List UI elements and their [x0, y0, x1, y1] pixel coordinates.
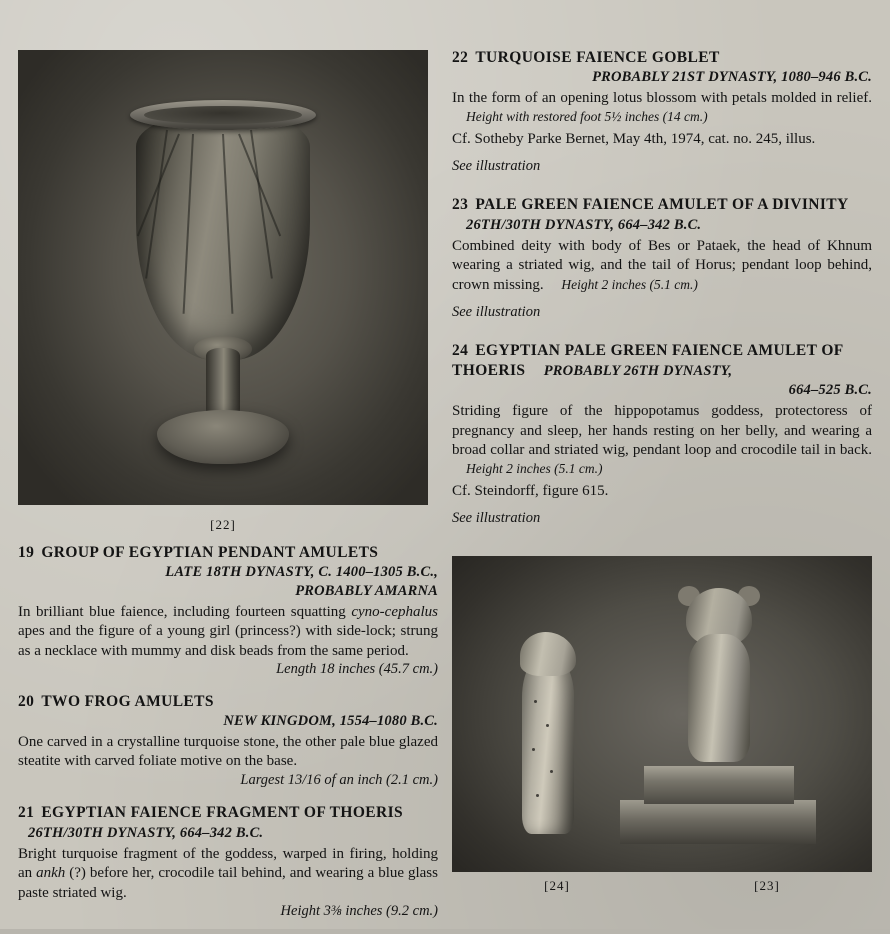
- lot-title-21: EGYPTIAN FAIENCE FRAGMENT OF THOERIS: [41, 803, 404, 821]
- lot-dimension-24: Height 2 inches (5.1 cm.): [466, 461, 603, 477]
- lot-dimension-23: Height 2 inches (5.1 cm.): [561, 276, 698, 292]
- lot-dimension-19: Length 18 inches (45.7 cm.): [276, 660, 438, 677]
- lot-attribution-24-line2: 664–525 B.C.: [788, 382, 872, 399]
- lot-title-23: PALE GREEN FAIENCE AMULET OF A DIVINITY: [475, 195, 849, 213]
- lot-number-23: 23: [452, 195, 469, 213]
- lot-entry-19: [18, 543, 438, 678]
- lot-description-24-text: Striding figure of the hippopotamus goddess, protectoress of pregnancy and sleep, her hands resting on her belly, and wearing a broad collar and striated wig, pendant loop and crocodile tail in back.: [452, 403, 872, 458]
- lot-number-24: 24: [452, 342, 469, 360]
- goblet-illustration: [118, 90, 328, 480]
- lot-number-21: 21: [18, 803, 35, 821]
- lot-reference-22: Cf. Sotheby Parke Bernet, May 4th, 1974, cat. no. 245, illus.: [452, 130, 816, 147]
- thoeris-amulet-figure: [510, 628, 588, 836]
- figure-caption-22: [22]: [210, 517, 236, 532]
- see-illustration-24: See illustration: [452, 509, 541, 526]
- lot-description-21: Bright turquoise fragment of the goddess, warped in firing, holding an ankh (?) before her, crocodile tail behind, and wearing a blue glass paste striated wig.: [18, 845, 438, 901]
- lot-entry-21: [18, 803, 438, 920]
- lot-attribution-23: 26TH/30TH DYNASTY, 664–342 B.C.: [466, 217, 702, 233]
- lot-description-19: In brilliant blue faience, including fourteen squatting cyno-cephalus apes and the figure of a young girl (princess?) with side-lock; strung as a necklace with mummy and disk beads from the same period.: [18, 603, 438, 659]
- lot-attribution-19-line2: PROBABLY AMARNA: [295, 582, 438, 599]
- see-illustration-23: See illustration: [452, 304, 541, 321]
- amulets-photograph: [452, 556, 872, 872]
- divinity-amulet-figure: [664, 586, 774, 776]
- lot-attribution-21: 26TH/30TH DYNASTY, 664–342 B.C.: [28, 824, 264, 841]
- lot-description-20: One carved in a crystalline turquoise stone, the other pale blue glazed steatite with carved foliate motive on the base.: [18, 733, 438, 770]
- lot-attribution-19-line1: LATE 18TH DYNASTY, C. 1400–1305 B.C.,: [165, 564, 438, 581]
- lot-reference-24: Cf. Steindorff, figure 615.: [452, 482, 609, 499]
- see-illustration-22: See illustration: [452, 157, 541, 174]
- lot-description-22-text: In the form of an opening lotus blossom with petals molded in relief.: [452, 89, 872, 106]
- lot-dimension-21: Height 3⅜ inches (9.2 cm.): [280, 902, 438, 919]
- lot-dimension-20: Largest 13/16 of an inch (2.1 cm.): [240, 771, 438, 788]
- lot-title-20: TWO FROG AMULETS: [41, 692, 214, 710]
- lot-entry-24: [452, 341, 872, 527]
- lot-title-22: TURQUOISE FAIENCE GOBLET: [475, 49, 720, 66]
- left-text-column: [18, 543, 438, 934]
- lot-entry-20: [18, 692, 438, 789]
- figure-caption-24: [24]: [544, 878, 570, 893]
- lot-dimension-22: Height with restored foot 5½ inches (14 cm.): [466, 109, 708, 125]
- lot-attribution-22: PROBABLY 21ST DYNASTY, 1080–946 B.C.: [592, 69, 872, 86]
- lot-entry-23: [452, 195, 872, 321]
- right-text-column: [452, 48, 872, 547]
- lot-description-22: [452, 89, 872, 128]
- lot-number-20: 20: [18, 692, 35, 710]
- lot-attribution-24-line1: PROBABLY 26TH DYNASTY,: [543, 363, 733, 380]
- goblet-photograph: [18, 50, 428, 505]
- figure-caption-row: [452, 878, 872, 894]
- lot-number-19: 19: [18, 544, 35, 561]
- lot-number-22: 22: [452, 49, 469, 66]
- figure-caption-23: [23]: [754, 878, 780, 893]
- lot-attribution-20: NEW KINGDOM, 1554–1080 B.C.: [223, 713, 438, 729]
- lot-description-24: [452, 402, 872, 479]
- lot-entry-22: [452, 48, 872, 175]
- lot-description-23-text: Combined deity with body of Bes or Pataek, the head of Khnum wearing a striated wig, and the tail of Horus; pendant loop behind, crown missing.: [452, 238, 872, 293]
- lot-title-19: GROUP OF EGYPTIAN PENDANT AMULETS: [41, 544, 379, 561]
- lot-description-23: [452, 237, 872, 295]
- lot-title-24: EGYPTIAN PALE GREEN FAIENCE AMULET OF THOERIS: [452, 342, 844, 380]
